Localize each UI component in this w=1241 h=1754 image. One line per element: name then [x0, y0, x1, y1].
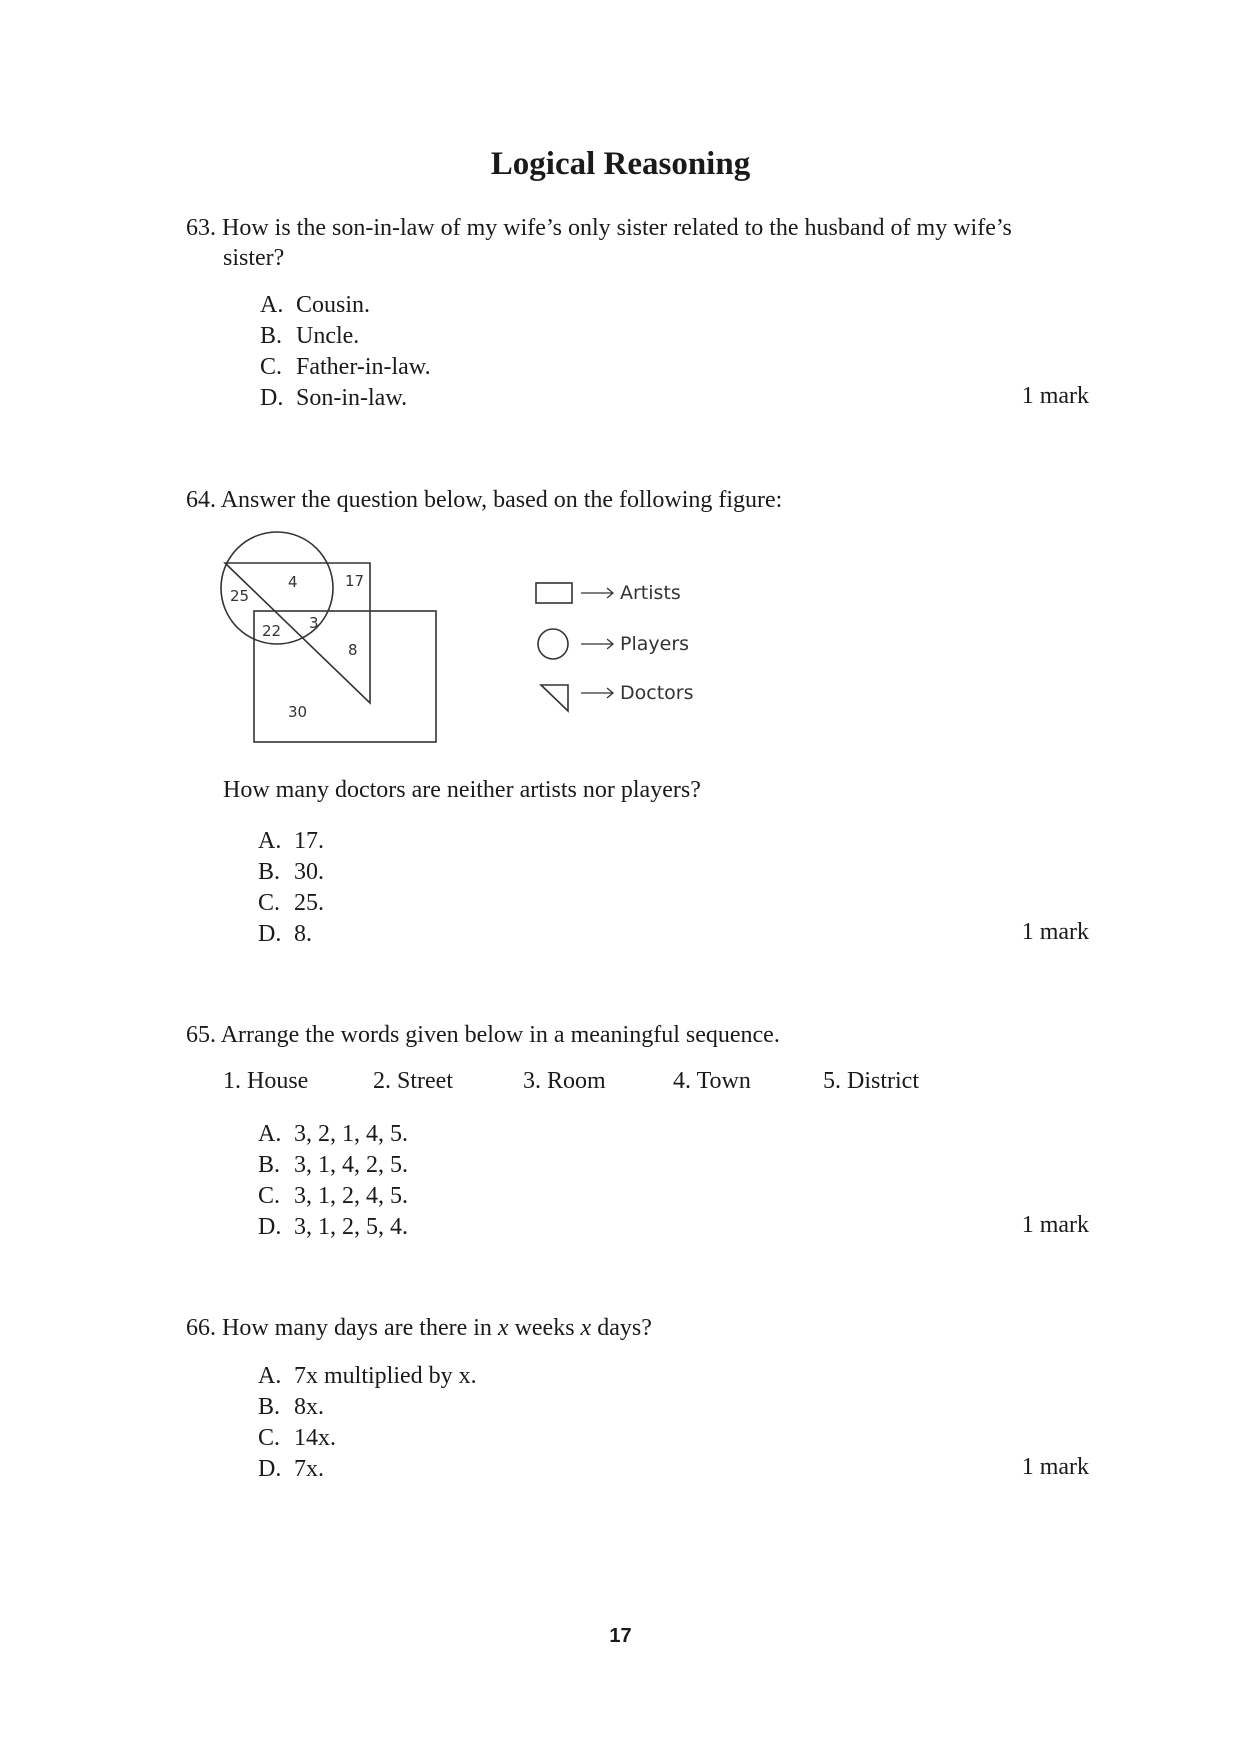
option-text: Cousin. [296, 292, 371, 318]
question-text-pre: How many days are there in [222, 1315, 498, 1341]
option-66-b[interactable] [258, 1392, 324, 1423]
option-letter: B. [260, 323, 283, 349]
legend-label: Doctors [620, 682, 694, 704]
option-text: Father-in-law. [296, 354, 431, 380]
variable-x: x [497, 1315, 509, 1341]
option-letter: D. [258, 1456, 282, 1482]
option-letter: A. [258, 828, 282, 854]
option-letter: C. [258, 1425, 281, 1451]
question-64 [186, 485, 782, 515]
venn-diagram [215, 528, 715, 753]
question-text: Arrange the words given below in a meaningful sequence. [220, 1022, 780, 1048]
word-item: 5. District [823, 1068, 919, 1094]
legend-label: Players [620, 633, 690, 655]
option-text: 7x multiplied by x. [294, 1363, 477, 1389]
question-text: How is the son-in-law of my wife’s only sister related to the husband of my wife’s [222, 215, 1012, 241]
word-item: 4. Town [673, 1068, 751, 1094]
region-value: 30 [288, 703, 308, 721]
option-letter: D. [260, 385, 284, 411]
region-value: 25 [230, 587, 250, 605]
region-value: 8 [348, 641, 358, 659]
question-number: 65. [186, 1022, 216, 1048]
subquestion-text: How many doctors are neither artists nor players? [223, 777, 701, 803]
word-item: 3. Room [523, 1068, 606, 1094]
option-text: Son-in-law. [296, 385, 408, 411]
option-65-a[interactable] [258, 1119, 408, 1150]
option-text: 17. [294, 828, 324, 854]
option-letter: D. [258, 1214, 282, 1240]
option-65-d[interactable] [258, 1212, 408, 1243]
legend-label: Artists [620, 582, 681, 604]
option-letter: B. [258, 859, 281, 885]
mark-label: 1 mark [1021, 383, 1089, 409]
option-64-a[interactable] [258, 826, 324, 857]
option-text: 30. [294, 859, 324, 885]
legend-triangle-icon [541, 685, 568, 711]
region-value: 17 [345, 572, 365, 590]
word-item: 2. Street [373, 1068, 453, 1094]
mark-label: 1 mark [1021, 1454, 1089, 1480]
option-letter: A. [258, 1121, 282, 1147]
question-65 [186, 1020, 780, 1050]
option-letter: B. [258, 1394, 281, 1420]
option-text: 8. [294, 921, 312, 947]
word-item: 1. House [223, 1068, 309, 1094]
option-letter: C. [258, 1183, 281, 1209]
question-text-post: days? [591, 1315, 652, 1341]
option-text: Uncle. [296, 323, 360, 349]
option-text: 3, 1, 4, 2, 5. [294, 1152, 408, 1178]
option-64-b[interactable] [258, 857, 324, 888]
option-63-d[interactable] [260, 383, 407, 414]
region-value: 4 [288, 573, 298, 591]
option-63-a[interactable] [260, 290, 370, 321]
region-value: 22 [262, 622, 282, 640]
option-letter: A. [258, 1363, 282, 1389]
legend-rectangle-icon [536, 583, 572, 603]
option-letter: C. [258, 890, 281, 916]
option-text: 14x. [294, 1425, 336, 1451]
option-66-a[interactable] [258, 1361, 477, 1392]
legend-circle-icon [538, 629, 568, 659]
mark-label: 1 mark [1021, 1212, 1089, 1238]
question-number: 66. [186, 1315, 216, 1341]
option-text: 3, 1, 2, 4, 5. [294, 1183, 408, 1209]
question-63 [186, 213, 1012, 243]
option-letter: D. [258, 921, 282, 947]
word-list [223, 1066, 919, 1096]
option-letter: A. [260, 292, 284, 318]
question-number: 63. [186, 215, 216, 241]
option-letter: C. [260, 354, 283, 380]
question-63-continued: sister? [223, 245, 285, 271]
artists-rectangle [254, 611, 436, 742]
option-63-b[interactable] [260, 321, 359, 352]
page-number: 17 [609, 1625, 632, 1647]
question-66 [186, 1313, 652, 1343]
option-66-c[interactable] [258, 1423, 336, 1454]
mark-label: 1 mark [1021, 919, 1089, 945]
question-text-mid: weeks [508, 1315, 581, 1341]
option-text: 3, 2, 1, 4, 5. [294, 1121, 408, 1147]
option-64-c[interactable] [258, 888, 324, 919]
option-65-b[interactable] [258, 1150, 408, 1181]
region-value: 3 [309, 614, 319, 632]
option-64-d[interactable] [258, 919, 312, 950]
question-number: 64. [186, 487, 216, 513]
option-63-c[interactable] [260, 352, 431, 383]
option-text: 7x. [294, 1456, 324, 1482]
option-66-d[interactable] [258, 1454, 324, 1485]
question-text: Answer the question below, based on the following figure: [220, 487, 783, 513]
option-text: 25. [294, 890, 324, 916]
variable-x: x [580, 1315, 592, 1341]
page-title: Logical Reasoning [490, 146, 751, 182]
option-letter: B. [258, 1152, 281, 1178]
option-text: 8x. [294, 1394, 324, 1420]
option-text: 3, 1, 2, 5, 4. [294, 1214, 408, 1240]
option-65-c[interactable] [258, 1181, 408, 1212]
